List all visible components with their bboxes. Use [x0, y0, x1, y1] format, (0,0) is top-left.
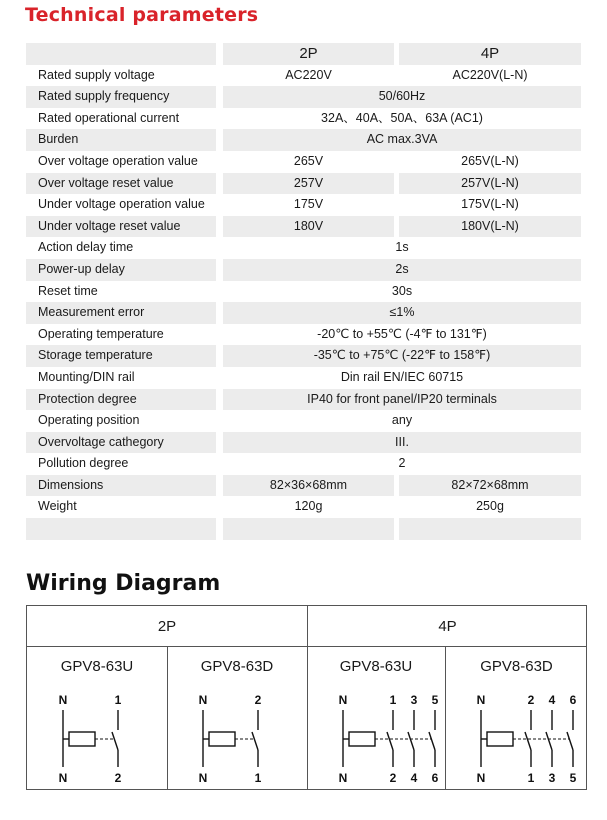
- pole-switch-contact: [112, 732, 118, 750]
- row-label: Dimensions: [26, 475, 216, 497]
- pole-switch-contact: [546, 732, 552, 750]
- table-header-row: [26, 43, 581, 65]
- blank-cell: [26, 518, 216, 540]
- row-label: Action delay time: [38, 240, 134, 255]
- relay-coil: [349, 732, 375, 746]
- row-value-2p: 257V: [223, 173, 394, 195]
- terminal-label-top: 2: [254, 694, 262, 707]
- terminal-label-bottom: 5: [569, 771, 577, 784]
- row-label: Measurement error: [26, 302, 216, 324]
- parameters-table: [26, 43, 581, 540]
- model-label: GPV8-63D: [200, 658, 274, 675]
- blank-cell: [399, 518, 581, 540]
- row-value: 2: [398, 456, 406, 471]
- terminal-label-bottom: 4: [410, 771, 418, 784]
- table-row: [26, 475, 581, 497]
- wiring-diagram-table: [26, 605, 587, 790]
- table-row: [26, 496, 581, 518]
- relay-coil: [69, 732, 95, 746]
- row-value: 32A、40A、50A、63A (AC1): [321, 110, 483, 125]
- row-label: Burden: [26, 129, 216, 151]
- row-value: AC max.3VA: [223, 129, 581, 151]
- pole-switch-contact: [252, 732, 258, 750]
- row-value-2p: 265V: [293, 153, 324, 168]
- row-value-4p: 180V(L-N): [399, 216, 581, 238]
- row-value-2p: AC220V: [285, 67, 332, 82]
- table-row: [26, 151, 581, 173]
- table-row: [26, 65, 581, 87]
- row-label: Protection degree: [26, 389, 216, 411]
- row-value: 2s: [223, 259, 581, 281]
- row-label: Weight: [38, 499, 77, 514]
- row-value-4p: 82×72×68mm: [399, 475, 581, 497]
- table-row: [26, 302, 581, 324]
- row-value: 50/60Hz: [223, 86, 581, 108]
- terminal-label-top: N: [198, 694, 208, 707]
- table-row: [26, 453, 581, 475]
- terminal-label-bottom: 1: [527, 771, 535, 784]
- table-row: [26, 281, 581, 303]
- row-label: Operating temperature: [38, 326, 164, 341]
- relay-coil: [487, 732, 513, 746]
- table-row: [26, 432, 581, 454]
- terminal-label-top: 2: [527, 694, 535, 707]
- table-row: [26, 324, 581, 346]
- row-value-2p: 180V: [223, 216, 394, 238]
- table-row: [26, 259, 581, 281]
- terminal-label-top: 5: [431, 694, 439, 707]
- table-row: [26, 129, 581, 151]
- table-row: [26, 86, 581, 108]
- terminal-label-bottom: 6: [431, 771, 439, 784]
- row-value-2p: 82×36×68mm: [223, 475, 394, 497]
- row-value-4p: 175V(L-N): [461, 197, 519, 212]
- terminal-label-top: 3: [410, 694, 418, 707]
- row-value: 30s: [391, 283, 413, 298]
- pole-switch-contact: [429, 732, 435, 750]
- row-label: Pollution degree: [38, 456, 129, 471]
- pole-switch-contact: [525, 732, 531, 750]
- terminal-label-bottom: N: [476, 771, 486, 784]
- row-value-4p: 250g: [476, 499, 504, 514]
- terminal-label-top: 4: [548, 694, 556, 707]
- table-row: [26, 389, 581, 411]
- row-value: IP40 for front panel/IP20 terminals: [223, 389, 581, 411]
- row-label: Under voltage operation value: [38, 197, 205, 212]
- table-row: [26, 173, 581, 195]
- model-label: GPV8-63U: [339, 658, 413, 675]
- header-4p: 4P: [399, 43, 581, 65]
- row-value-2p: 120g: [294, 499, 323, 514]
- terminal-label-bottom: N: [198, 771, 208, 784]
- terminal-label-top: 6: [569, 694, 577, 707]
- terminal-label-bottom: 2: [114, 771, 122, 784]
- terminal-label-top: 1: [389, 694, 397, 707]
- row-label: Rated supply frequency: [26, 86, 216, 108]
- row-value: -20℃ to +55℃ (-4℉ to 131℉): [317, 326, 487, 341]
- relay-coil: [209, 732, 235, 746]
- row-label: Operating position: [38, 413, 140, 428]
- row-label: Rated operational current: [38, 110, 180, 125]
- terminal-label-bottom: 1: [254, 771, 262, 784]
- row-label: Over voltage reset value: [26, 173, 216, 195]
- table-row: [26, 216, 581, 238]
- terminal-label-top: N: [58, 694, 68, 707]
- row-value: III.: [223, 432, 581, 454]
- model-label: GPV8-63U: [60, 658, 134, 675]
- pole-switch-contact: [408, 732, 414, 750]
- terminal-label-bottom: N: [338, 771, 348, 784]
- row-value: ≤1%: [223, 302, 581, 324]
- wiring-diagram-title: Wiring Diagram: [26, 571, 221, 596]
- row-label: Over voltage operation value: [38, 153, 198, 168]
- terminal-label-bottom: 2: [389, 771, 397, 784]
- row-value-4p: 257V(L-N): [399, 173, 581, 195]
- model-label: GPV8-63D: [480, 658, 553, 675]
- terminal-label-top: N: [338, 694, 348, 707]
- row-label: Reset time: [38, 283, 98, 298]
- pole-switch-contact: [567, 732, 573, 750]
- row-value: -35℃ to +75℃ (-22℉ to 158℉): [223, 345, 581, 367]
- row-label: Storage temperature: [26, 345, 216, 367]
- row-label: Mounting/DIN rail: [38, 369, 135, 384]
- group-label-4p: 4P: [438, 618, 457, 635]
- table-row: [26, 194, 581, 216]
- terminal-label-bottom: N: [58, 771, 68, 784]
- row-label: Overvoltage cathegory: [26, 432, 216, 454]
- wiring-schematic: [55, 694, 175, 784]
- table-row: [26, 345, 581, 367]
- row-value: Din rail EN/IEC 60715: [340, 369, 464, 384]
- row-value-4p: 265V(L-N): [461, 153, 519, 168]
- group-label-2p: 2P: [157, 618, 177, 635]
- row-value: any: [391, 413, 413, 428]
- table-row: [26, 108, 581, 130]
- row-value-2p: 175V: [293, 197, 324, 212]
- row-label: Rated supply voltage: [38, 67, 155, 82]
- header-2p: 2P: [223, 43, 394, 65]
- row-label: Under voltage reset value: [26, 216, 216, 238]
- wiring-schematic: [335, 694, 455, 784]
- table-row: [26, 410, 581, 432]
- row-value-4p: AC220V(L-N): [452, 67, 528, 82]
- terminal-label-bottom: 3: [548, 771, 556, 784]
- pole-switch-contact: [387, 732, 393, 750]
- table-row: [26, 237, 581, 259]
- row-label: Power-up delay: [26, 259, 216, 281]
- terminal-label-top: N: [476, 694, 486, 707]
- wiring-schematic: [195, 694, 315, 784]
- technical-parameters-title: Technical parameters: [25, 4, 259, 26]
- wiring-schematic: [473, 694, 593, 784]
- table-row-blank: [26, 518, 581, 540]
- table-row: [26, 367, 581, 389]
- header-blank: [26, 43, 216, 65]
- terminal-label-top: 1: [114, 694, 122, 707]
- row-value: 1s: [395, 240, 409, 255]
- blank-cell: [223, 518, 394, 540]
